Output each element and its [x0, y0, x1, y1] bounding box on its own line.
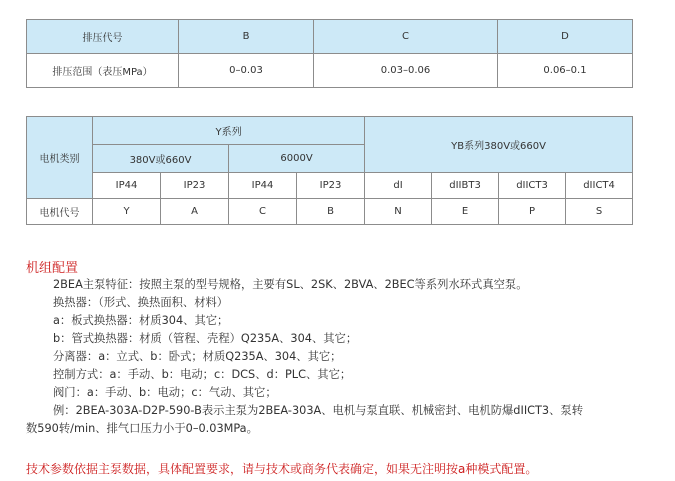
footer-note: 技术参数依据主泵数据，具体配置要求，请与技术或商务代表确定，如果无注明按a种模式配置。 [26, 462, 538, 476]
protection-cell: IP23 [161, 173, 229, 199]
protection-cell: dI [365, 173, 432, 199]
motor-code-cell: S [566, 199, 633, 225]
config-line: 控制方式：a：手动、b：电动；c：DCS、d：PLC、其它； [53, 368, 352, 381]
motor-code-cell: B [297, 199, 365, 225]
motor-code-cell: P [499, 199, 566, 225]
table-header-cell: C [314, 20, 498, 54]
table-cell: 0–0.03 [179, 54, 314, 88]
protection-cell: dIIBT3 [432, 173, 499, 199]
pressure-code-table [26, 19, 633, 88]
voltage-high-header: 6000V [229, 145, 365, 173]
table-row [27, 117, 633, 145]
protection-cell: IP23 [297, 173, 365, 199]
motor-code-cell: Y [93, 199, 161, 225]
motor-code-cell: E [432, 199, 499, 225]
motor-code-cell: N [365, 199, 432, 225]
motor-code-table [26, 116, 633, 225]
config-line: 例：2BEA-303A-D2P-590-B表示主泵为2BEA-303A、电机与泵直联、机械密封、电机防爆dIICT3、泵转 [53, 404, 584, 417]
table-cell: 排压范围（表压MPa） [27, 54, 179, 88]
motor-code-cell: C [229, 199, 297, 225]
table-row [27, 199, 633, 225]
table-cell: 0.03–0.06 [314, 54, 498, 88]
config-line: b：管式换热器：材质（管程、壳程）Q235A、304、其它； [53, 332, 358, 345]
section-title: 机组配置 [26, 261, 79, 276]
y-series-header: Y系列 [93, 117, 365, 145]
table-row [27, 20, 633, 54]
table-header-cell: B [179, 20, 314, 54]
protection-cell: dIICT4 [566, 173, 633, 199]
config-line: 阀门：a：手动、b：电动；c：气动、其它； [53, 386, 277, 399]
config-description [26, 276, 641, 438]
config-line: 数590转/min、排气口压力小于0–0.03MPa。 [26, 422, 258, 435]
yb-series-header: YB系列380V或660V [365, 117, 633, 173]
table-header-cell: 排压代号 [27, 20, 179, 54]
protection-cell: IP44 [229, 173, 297, 199]
protection-cell: dIICT3 [499, 173, 566, 199]
table-cell: 0.06–0.1 [498, 54, 633, 88]
motor-code-label: 电机代号 [27, 199, 93, 225]
motor-code-cell: A [161, 199, 229, 225]
protection-cell: IP44 [93, 173, 161, 199]
table-row [27, 173, 633, 199]
config-line: 分离器：a：立式、b：卧式；材质Q235A、304、其它； [53, 350, 342, 363]
motor-type-label: 电机类别 [27, 117, 93, 199]
table-row [27, 54, 633, 88]
table-header-cell: D [498, 20, 633, 54]
config-line: 2BEA主泵特征：按照主泵的型号规格，主要有SL、2SK、2BVA、2BEC等系列水环式真空泵。 [53, 278, 528, 291]
config-line: 换热器：（形式、换热面积、材料） [53, 296, 229, 309]
config-line: a：板式换热器：材质304、其它； [53, 314, 229, 327]
voltage-low-header: 380V或660V [93, 145, 229, 173]
